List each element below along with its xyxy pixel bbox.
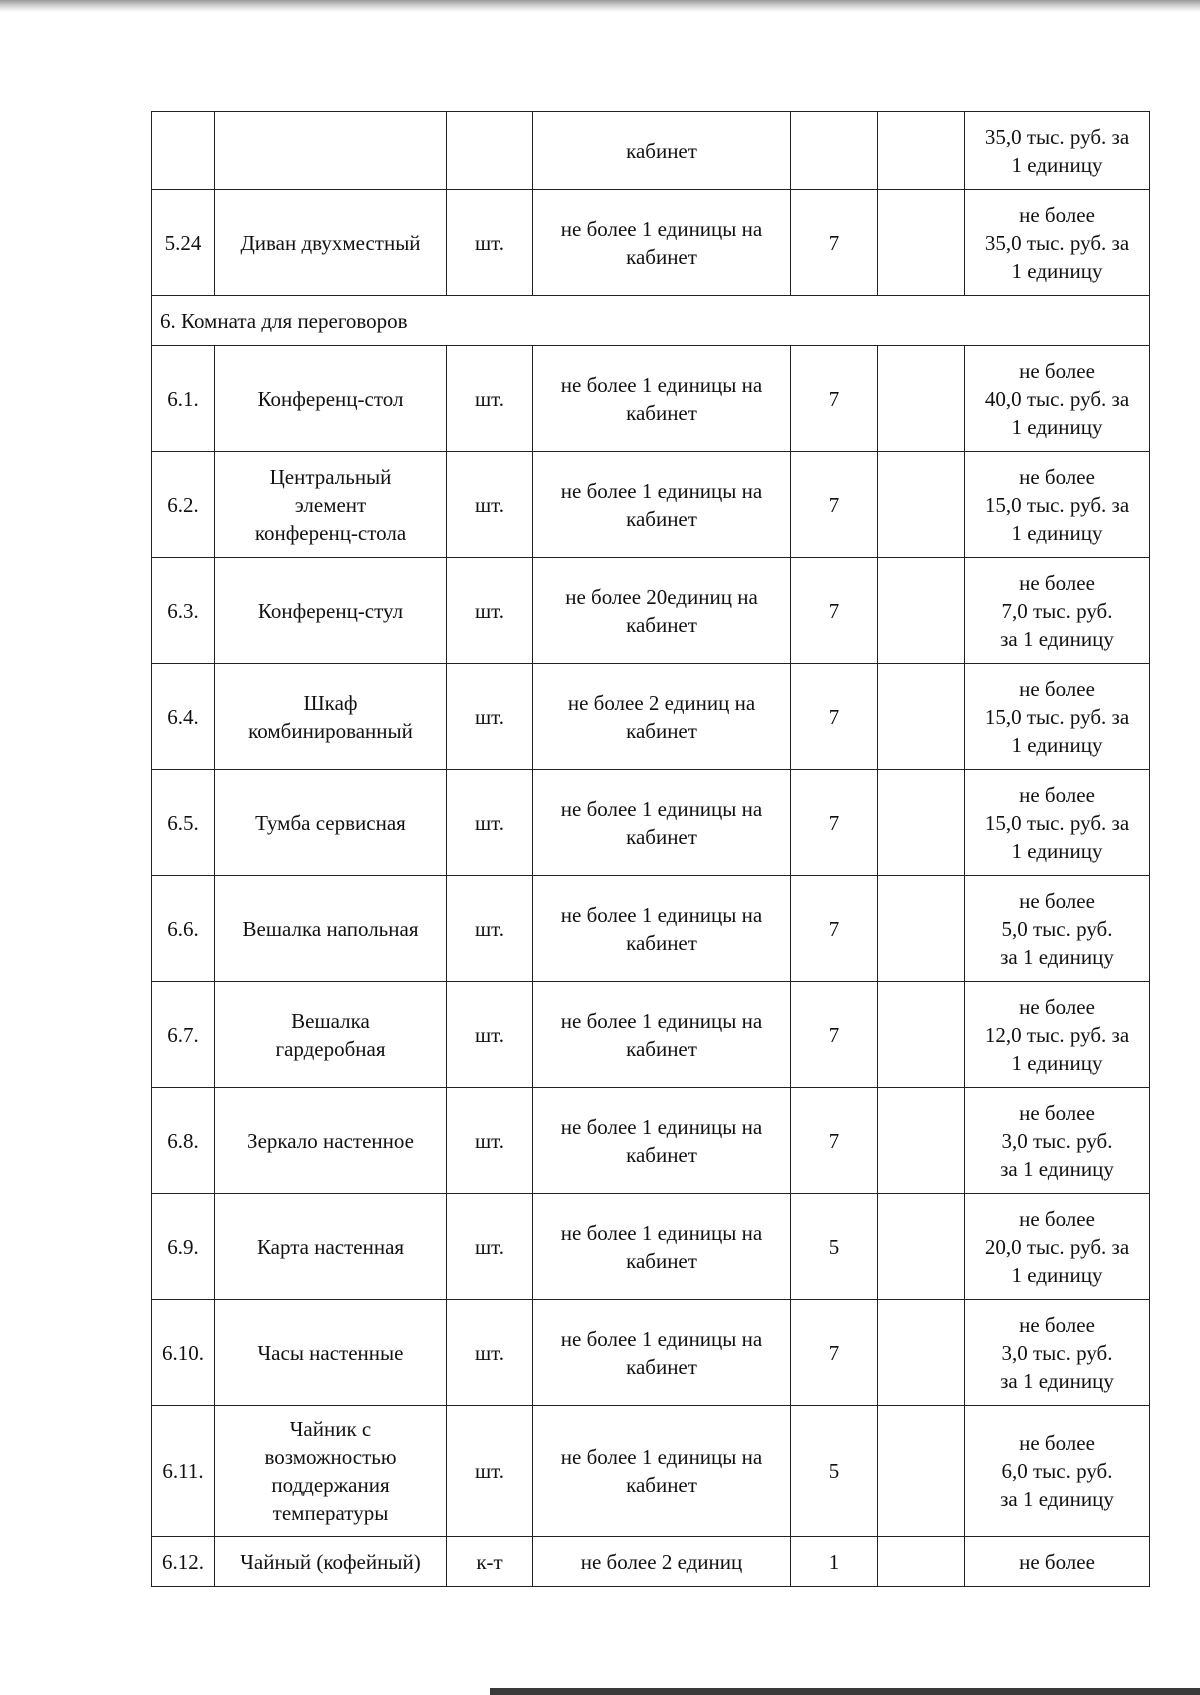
item-norm: не более 1 единицы на кабинет	[533, 452, 791, 558]
item-norm: не более 1 единицы на кабинет	[533, 346, 791, 452]
item-extra	[878, 1194, 965, 1300]
section-row	[152, 296, 1150, 346]
row-number: 5.24	[152, 190, 215, 296]
item-extra	[878, 1406, 965, 1537]
item-price: не более 7,0 тыс. руб. за 1 единицу	[965, 558, 1150, 664]
item-extra	[878, 664, 965, 770]
item-extra	[878, 452, 965, 558]
row-number: 6.10.	[152, 1300, 215, 1406]
item-price: 35,0 тыс. руб. за 1 единицу	[965, 112, 1150, 190]
item-norm: не более 1 единицы на кабинет	[533, 876, 791, 982]
item-price: не более 12,0 тыс. руб. за 1 единицу	[965, 982, 1150, 1088]
table-row	[152, 1194, 1150, 1300]
item-name: Чайный (кофейный)	[215, 1537, 447, 1587]
item-extra	[878, 190, 965, 296]
scan-bottom-edge	[490, 1688, 1200, 1695]
item-price: не более 15,0 тыс. руб. за 1 единицу	[965, 770, 1150, 876]
table-row	[152, 982, 1150, 1088]
item-name: Конференц-стул	[215, 558, 447, 664]
item-unit: шт.	[447, 1300, 533, 1406]
item-norm: не более 1 единицы на кабинет	[533, 1406, 791, 1537]
table-row	[152, 1300, 1150, 1406]
table-row	[152, 112, 1150, 190]
table-row	[152, 876, 1150, 982]
item-norm: кабинет	[533, 112, 791, 190]
item-extra	[878, 876, 965, 982]
item-term: 7	[791, 1088, 878, 1194]
row-number: 6.3.	[152, 558, 215, 664]
item-name: Центральный элемент конференц-стола	[215, 452, 447, 558]
table-row	[152, 1088, 1150, 1194]
item-unit: шт.	[447, 1088, 533, 1194]
item-norm: не более 1 единицы на кабинет	[533, 982, 791, 1088]
item-price: не более 5,0 тыс. руб. за 1 единицу	[965, 876, 1150, 982]
item-term: 7	[791, 1300, 878, 1406]
table-row	[152, 1537, 1150, 1587]
item-term: 5	[791, 1406, 878, 1537]
item-extra	[878, 112, 965, 190]
item-name: Зеркало настенное	[215, 1088, 447, 1194]
item-term: 7	[791, 664, 878, 770]
item-unit: шт.	[447, 558, 533, 664]
row-number: 6.8.	[152, 1088, 215, 1194]
item-norm: не более 1 единицы на кабинет	[533, 1194, 791, 1300]
item-norm: не более 1 единицы на кабинет	[533, 1300, 791, 1406]
table-row	[152, 770, 1150, 876]
table-row	[152, 1406, 1150, 1537]
item-price: не более 3,0 тыс. руб. за 1 единицу	[965, 1300, 1150, 1406]
furniture-norms-table	[151, 111, 1150, 1587]
row-number: 6.9.	[152, 1194, 215, 1300]
item-unit: шт.	[447, 982, 533, 1088]
item-term: 7	[791, 346, 878, 452]
table-row	[152, 452, 1150, 558]
item-unit: шт.	[447, 190, 533, 296]
item-price: не более 20,0 тыс. руб. за 1 единицу	[965, 1194, 1150, 1300]
item-norm: не более 20единиц на кабинет	[533, 558, 791, 664]
item-unit: шт.	[447, 876, 533, 982]
row-number: 6.12.	[152, 1537, 215, 1587]
item-term: 7	[791, 190, 878, 296]
row-number: 6.11.	[152, 1406, 215, 1537]
item-unit: шт.	[447, 664, 533, 770]
item-extra	[878, 1537, 965, 1587]
item-norm: не более 2 единиц на кабинет	[533, 664, 791, 770]
item-term: 7	[791, 452, 878, 558]
item-name: Тумба сервисная	[215, 770, 447, 876]
table-row	[152, 664, 1150, 770]
item-extra	[878, 982, 965, 1088]
item-price: не более 35,0 тыс. руб. за 1 единицу	[965, 190, 1150, 296]
item-unit: шт.	[447, 1194, 533, 1300]
table-row	[152, 558, 1150, 664]
item-name: Диван двухместный	[215, 190, 447, 296]
row-number: 6.2.	[152, 452, 215, 558]
item-name: Вешалка гардеробная	[215, 982, 447, 1088]
row-number: 6.4.	[152, 664, 215, 770]
item-extra	[878, 1088, 965, 1194]
item-price: не более 6,0 тыс. руб. за 1 единицу	[965, 1406, 1150, 1537]
item-term: 5	[791, 1194, 878, 1300]
item-extra	[878, 770, 965, 876]
item-unit: к-т	[447, 1537, 533, 1587]
item-unit	[447, 112, 533, 190]
section-title: 6. Комната для переговоров	[152, 296, 1150, 346]
item-term: 7	[791, 770, 878, 876]
item-price: не более 3,0 тыс. руб. за 1 единицу	[965, 1088, 1150, 1194]
row-number: 6.6.	[152, 876, 215, 982]
item-term: 1	[791, 1537, 878, 1587]
item-norm: не более 1 единицы на кабинет	[533, 190, 791, 296]
item-price: не более 40,0 тыс. руб. за 1 единицу	[965, 346, 1150, 452]
item-price: не более	[965, 1537, 1150, 1587]
item-unit: шт.	[447, 346, 533, 452]
item-unit: шт.	[447, 452, 533, 558]
row-number	[152, 112, 215, 190]
item-name: Вешалка напольная	[215, 876, 447, 982]
item-name	[215, 112, 447, 190]
item-name: Шкаф комбинированный	[215, 664, 447, 770]
item-norm: не более 2 единиц	[533, 1537, 791, 1587]
item-name: Конференц-стол	[215, 346, 447, 452]
item-unit: шт.	[447, 770, 533, 876]
item-unit: шт.	[447, 1406, 533, 1537]
item-term: 7	[791, 558, 878, 664]
row-number: 6.1.	[152, 346, 215, 452]
item-price: не более 15,0 тыс. руб. за 1 единицу	[965, 664, 1150, 770]
item-term	[791, 112, 878, 190]
item-name: Часы настенные	[215, 1300, 447, 1406]
item-name: Чайник с возможностью поддержания температуры	[215, 1406, 447, 1537]
item-extra	[878, 558, 965, 664]
item-name: Карта настенная	[215, 1194, 447, 1300]
row-number: 6.7.	[152, 982, 215, 1088]
row-number: 6.5.	[152, 770, 215, 876]
item-extra	[878, 346, 965, 452]
table-row	[152, 190, 1150, 296]
item-extra	[878, 1300, 965, 1406]
item-term: 7	[791, 876, 878, 982]
item-term: 7	[791, 982, 878, 1088]
table-row	[152, 346, 1150, 452]
item-norm: не более 1 единицы на кабинет	[533, 1088, 791, 1194]
item-price: не более 15,0 тыс. руб. за 1 единицу	[965, 452, 1150, 558]
item-norm: не более 1 единицы на кабинет	[533, 770, 791, 876]
scan-top-edge	[0, 0, 1200, 12]
